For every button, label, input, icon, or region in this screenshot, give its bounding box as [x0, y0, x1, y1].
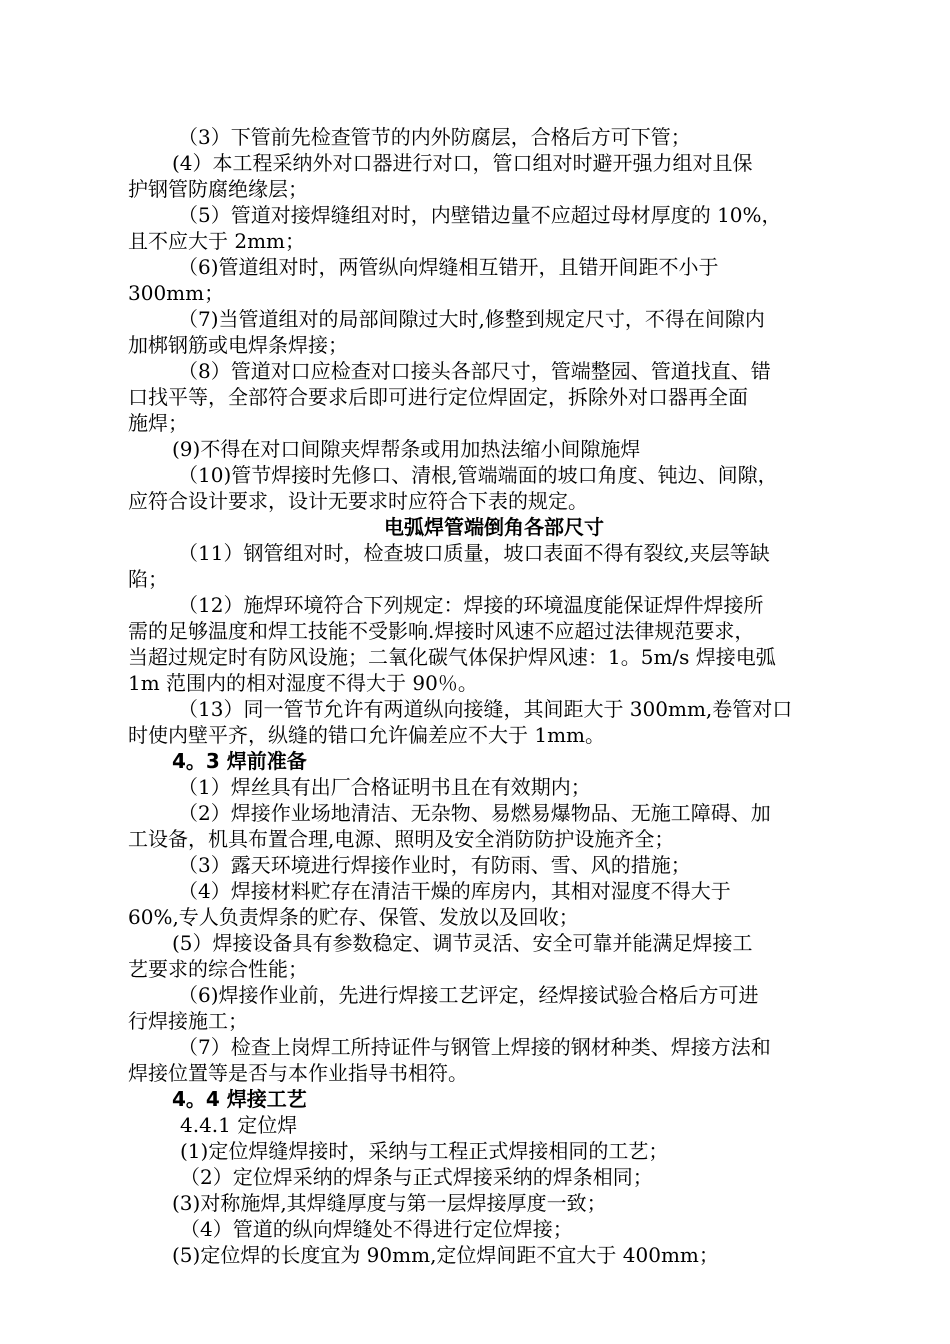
- text-line: 当超过规定时有防风设施；二氧化碳气体保护焊风速：1。5m/s 焊接电弧: [128, 645, 776, 669]
- text-line: 工设备，机具布置合理,电源、照明及安全消防防护设施齐全；: [128, 827, 675, 851]
- text-line: （13）同一管节允许有两道纵向接缝，其间距大于 300mm,卷管对口: [178, 697, 793, 721]
- text-line: 焊接位置等是否与本作业指导书相符。: [128, 1061, 468, 1085]
- text-line: （7)当管道组对的局部间隙过大时,修整到规定尺寸，不得在间隙内: [178, 307, 765, 331]
- text-line: （6)焊接作业前，先进行焊接工艺评定，经焊接试验合格后方可进: [178, 983, 759, 1007]
- text-line: 陷；: [128, 567, 168, 591]
- text-line: （2）定位焊采纳的焊条与正式焊接采纳的焊条相同；: [180, 1165, 653, 1189]
- text-line: （8）管道对口应检查对口接头各部尺寸，管端整园、管道找直、错: [178, 359, 771, 383]
- text-line: (1)定位焊缝焊接时，采纳与工程正式焊接相同的工艺；: [180, 1139, 669, 1163]
- text-line: 应符合设计要求，设计无要求时应符合下表的规定。: [128, 489, 588, 513]
- text-line: (5）焊接设备具有参数稳定、调节灵活、安全可靠并能满足焊接工: [172, 931, 753, 955]
- text-line: (3)对称施焊,其焊缝厚度与第一层焊接厚度一致；: [172, 1191, 607, 1215]
- text-line: 行焊接施工；: [128, 1009, 248, 1033]
- text-line: 需的足够温度和焊工技能不受影响.焊接时风速不应超过法律规范要求，: [128, 619, 755, 643]
- text-line: （6)管道组对时，两管纵向焊缝相互错开，且错开间距不小于: [178, 255, 719, 279]
- text-line: （3）下管前先检查管节的内外防腐层，合格后方可下管；: [178, 125, 691, 149]
- text-line: (9)不得在对口间隙夹焊帮条或用加热法缩小间隙施焊: [172, 437, 641, 461]
- text-line: （10)管节焊接时先修口、清根,管端端面的坡口角度、钝边、间隙，: [178, 463, 778, 487]
- text-line: （12）施焊环境符合下列规定：焊接的环境温度能保证焊件焊接所: [178, 593, 764, 617]
- text-line: 口找平等，全部符合要求后即可进行定位焊固定，拆除外对口器再全面: [128, 385, 748, 409]
- text-line: （4）焊接材料贮存在清洁干燥的库房内，其相对湿度不得大于: [178, 879, 731, 903]
- text-line: （5）管道对接焊缝组对时，内壁错边量不应超过母材厚度的 10%，: [178, 203, 782, 227]
- text-line: (4）本工程采纳外对口器进行对口，管口组对时避开强力组对且保: [172, 151, 753, 175]
- text-line: 300mm；: [128, 281, 225, 305]
- section-heading: 4。4 焊接工艺: [172, 1087, 307, 1111]
- text-line: 且不应大于 2mm；: [128, 229, 306, 253]
- text-line: （1）焊丝具有出厂合格证明书且在有效期内；: [178, 775, 591, 799]
- subsection-heading: 4.4.1 定位焊: [180, 1113, 298, 1137]
- text-line: （11）钢管组对时，检查坡口质量，坡口表面不得有裂纹,夹层等缺: [178, 541, 770, 565]
- text-line: 加梆钢筋或电焊条焊接；: [128, 333, 348, 357]
- text-line: 施焊；: [128, 411, 188, 435]
- text-line: 1m 范围内的相对湿度不得大于 90％。: [128, 671, 478, 695]
- section-heading: 4。3 焊前准备: [172, 749, 307, 773]
- table-caption: 电弧焊管端倒角各部尺寸: [384, 515, 604, 539]
- text-line: 护钢管防腐绝缘层；: [128, 177, 308, 201]
- text-line: （7）检查上岗焊工所持证件与钢管上焊接的钢材种类、焊接方法和: [178, 1035, 771, 1059]
- text-line: 艺要求的综合性能；: [128, 957, 308, 981]
- text-line: 60%,专人负责焊条的贮存、保管、发放以及回收；: [128, 905, 579, 929]
- text-line: （3）露天环境进行焊接作业时，有防雨、雪、风的措施；: [178, 853, 691, 877]
- text-line: （2）焊接作业场地清洁、无杂物、易燃易爆物品、无施工障碍、加: [178, 801, 771, 825]
- text-line: 时使内壁平齐，纵缝的错口允许偏差应不大于 1mm。: [128, 723, 606, 747]
- text-line: (5)定位焊的长度宜为 90mm,定位焊间距不宜大于 400mm；: [172, 1243, 719, 1267]
- text-line: （4）管道的纵向焊缝处不得进行定位焊接；: [180, 1217, 573, 1241]
